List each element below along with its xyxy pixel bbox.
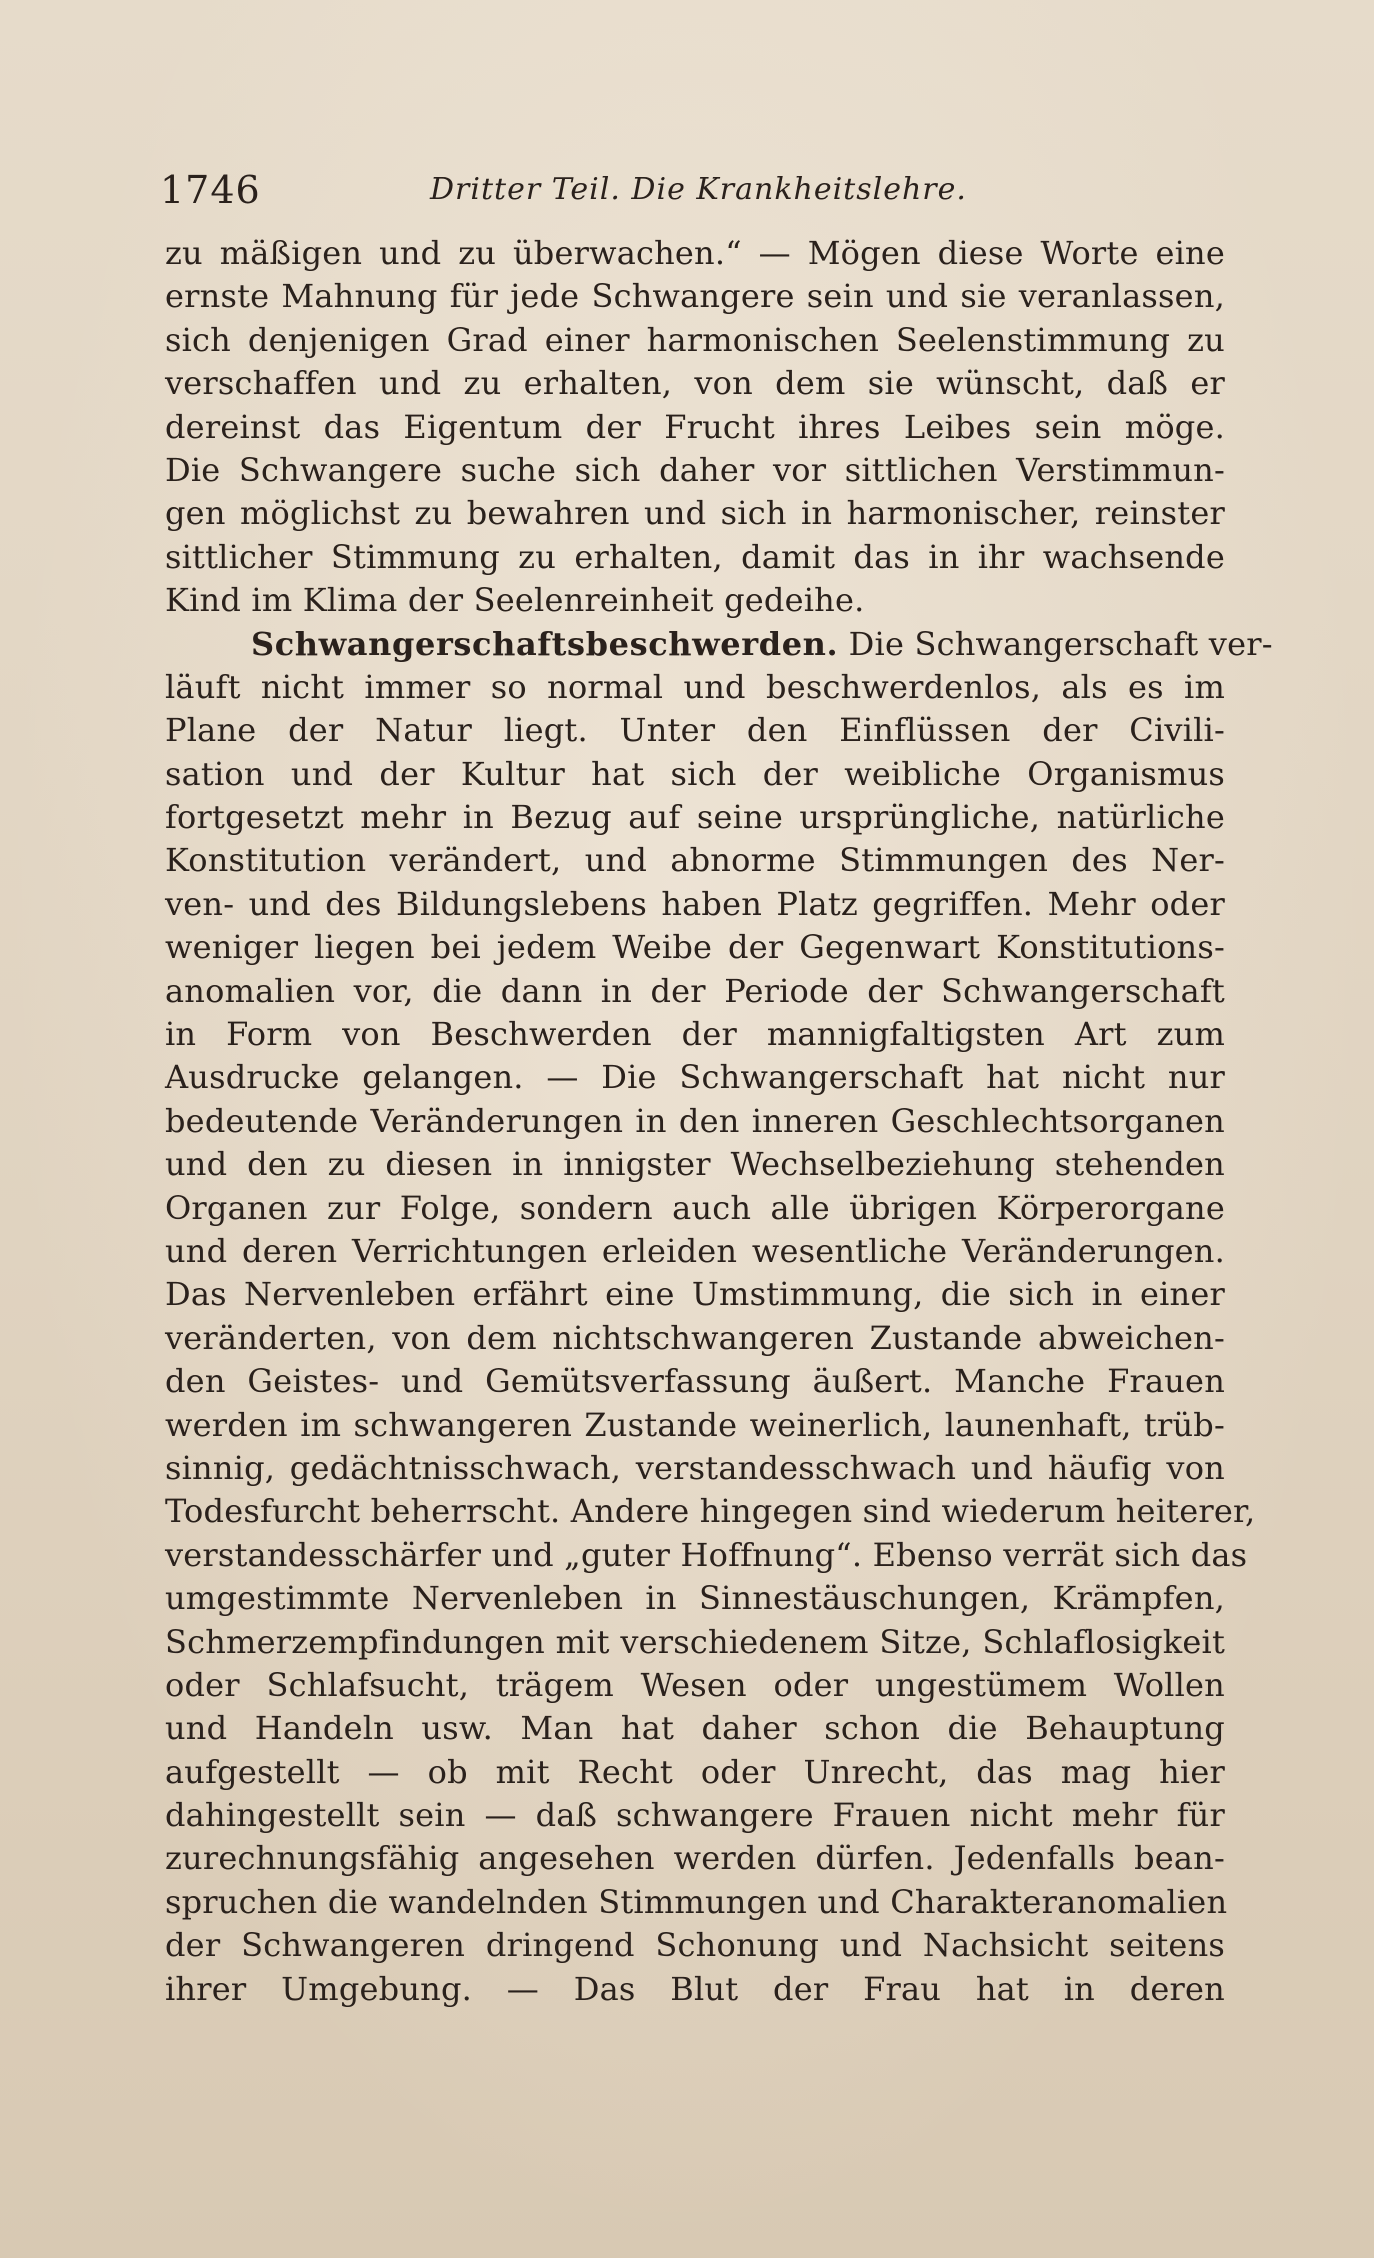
text-line: und Handeln usw. Man hat daher schon die Behauptung [165,1709,1225,1748]
text-line: anomalien vor, die dann in der Periode der Schwangerschaft [165,971,1225,1010]
text-line: sittlicher Stimmung zu erhalten, damit das in ihr wachsende [165,537,1225,576]
text-line: Kind im Klima der Seelenreinheit gedeihe. [165,581,865,620]
text-line: Todesfurcht beherrscht. Andere hingegen sind wiederum heiterer, [165,1492,1256,1531]
text-line: sinnig, gedächtnisschwach, verstandesschwach und häufig von [165,1448,1225,1487]
text-line: Plane der Natur liegt. Unter den Einflüssen der Civili- [165,711,1225,750]
text-line: sation und der Kultur hat sich der weibliche Organismus [165,754,1225,793]
text-line: den Geistes- und Gemütsverfassung äußert. Manche Frauen [165,1362,1225,1401]
text-line: dereinst das Eigentum der Frucht ihres Leibes sein möge. [165,407,1225,446]
text-line: und deren Verrichtungen erleiden wesentliche Veränderungen. [165,1231,1225,1270]
section-heading: Schwangerschaftsbeschwerden. [251,624,839,663]
text-line: verstandesschärfer und „guter Hoffnung“. Ebenso verrät sich das [165,1535,1248,1574]
text-line: verschaffen und zu erhalten, von dem sie wünscht, daß er [165,364,1225,403]
text-line: veränderten, von dem nichtschwangeren Zustande abweichen- [165,1318,1225,1357]
page-number: 1746 [160,168,261,212]
text-line: sich denjenigen Grad einer harmonischen Seelenstimmung zu [165,320,1225,359]
body-text [165,232,1273,2011]
text-line: dahingestellt sein — daß schwangere Frauen nicht mehr für [165,1796,1225,1835]
text-line: Konstitution verändert, und abnorme Stimmungen des Ner- [165,841,1225,880]
text-line: aufgestellt — ob mit Recht oder Unrecht, das mag hier [165,1752,1225,1791]
running-title: Dritter Teil. Die Krankheitslehre. [430,172,967,207]
section-start-line [165,623,1273,666]
text-line: Die Schwangere suche sich daher vor sittlichen Verstimmun- [165,450,1225,489]
text-line: oder Schlafsucht, trägem Wesen oder ungestümem Wollen [165,1665,1225,1704]
text-line: bedeutende Veränderungen in den inneren Geschlechtsorganen [165,1101,1225,1140]
text-line: ven- und des Bildungslebens haben Platz gegriffen. Mehr oder [165,884,1225,923]
text-line: der Schwangeren dringend Schonung und Nachsicht seitens [165,1926,1225,1965]
text-line: zurechnungsfähig angesehen werden dürfen. Jedenfalls bean- [165,1839,1225,1878]
text-line: läuft nicht immer so normal und beschwerdenlos, als es im [165,667,1225,706]
text-line: Schmerzempfindungen mit verschiedenem Sitze, Schlaflosigkeit [165,1622,1225,1661]
text-line: gen möglichst zu bewahren und sich in harmonischer, reinster [165,494,1225,533]
text-line: Das Nervenleben erfährt eine Umstimmung, die sich in einer [165,1275,1225,1314]
text-line: werden im schwangeren Zustande weinerlich, launenhaft, trüb- [165,1405,1225,1444]
text-line: spruchen die wandelnden Stimmungen und Charakteranomalien [165,1882,1228,1921]
text-line: ernste Mahnung für jede Schwangere sein und sie veranlassen, [165,277,1225,316]
text-line: umgestimmte Nervenleben in Sinnestäuschungen, Krämpfen, [165,1579,1225,1618]
text-line: in Form von Beschwerden der mannigfaltigsten Art zum [165,1015,1225,1054]
text-line: ihrer Umgebung. — Das Blut der Frau hat in deren [165,1969,1225,2008]
text-line: fortgesetzt mehr in Bezug auf seine ursprüngliche, natürliche [165,798,1225,837]
text-line-continuation: Die Schwangerschaft ver- [848,624,1273,663]
text-line: zu mäßigen und zu überwachen.“ — Mögen diese Worte eine [165,234,1225,272]
page-header [160,168,1220,218]
text-line: Organen zur Folge, sondern auch alle übrigen Körperorgane [165,1188,1225,1227]
text-line: und den zu diesen in innigster Wechselbeziehung stehenden [165,1145,1225,1184]
text-line: weniger liegen bei jedem Weibe der Gegenwart Konstitutions- [165,928,1225,967]
text-line: Ausdrucke gelangen. — Die Schwangerschaft hat nicht nur [165,1058,1225,1097]
